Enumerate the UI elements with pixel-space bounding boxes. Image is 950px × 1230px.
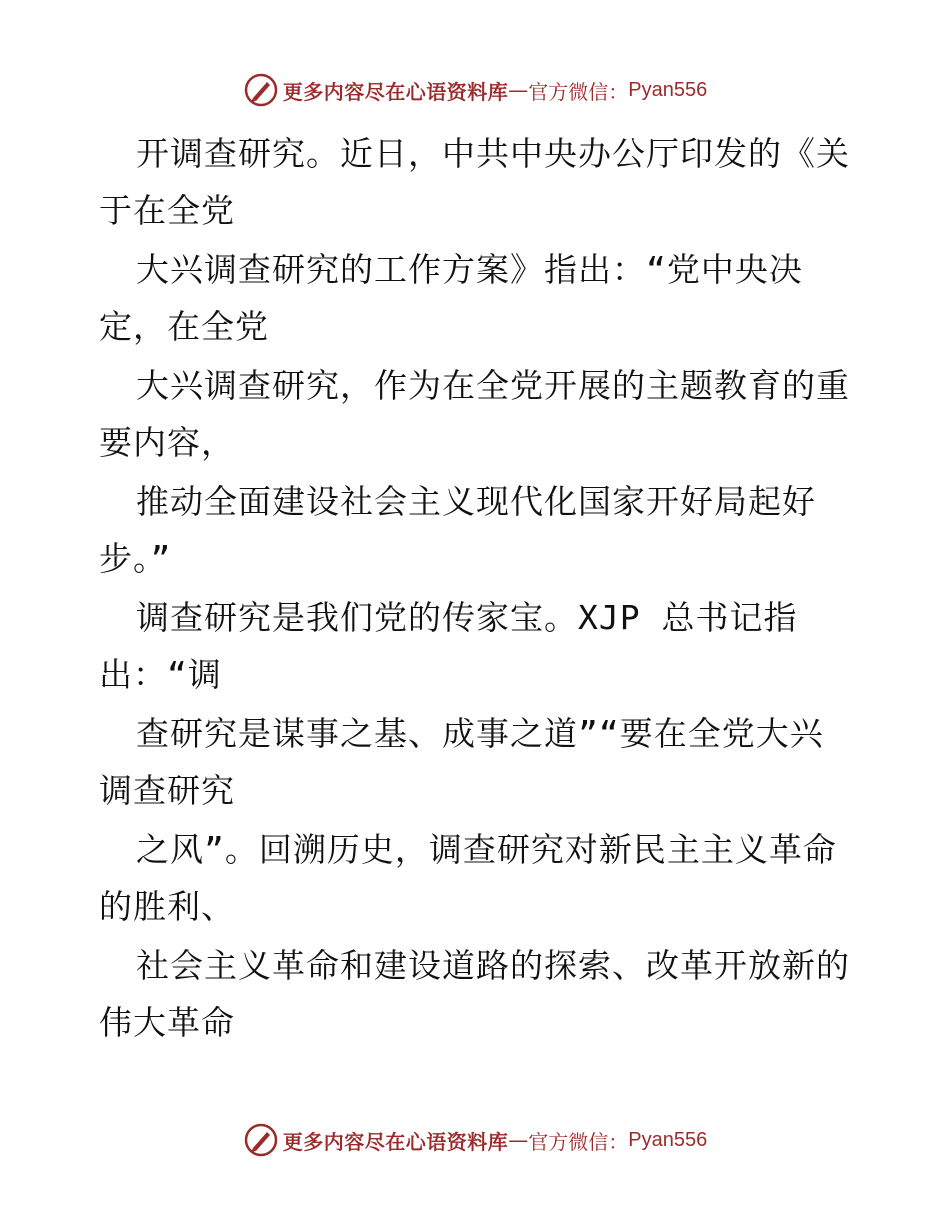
text-line: 调查研究 [99,771,235,810]
header-banner [0,70,950,110]
text-line: 的胜利、 [99,887,235,926]
pen-logo-icon [243,1122,279,1158]
footer-separator: — [508,1128,529,1152]
text-line: 推动全面建设社会主义现代化国家开好局起好 [136,482,816,521]
footer-brand: 更多内容尽在心语资料库 [282,1129,509,1154]
text-line: 大兴调查研究，作为在全党开展的主题教育的重 [136,366,850,405]
text-line: 大兴调查研究的工作方案》指出：“党中央决 [136,250,803,289]
text-line: 步。” [99,539,172,578]
text-line: 查研究是谋事之基、成事之道”“要在全党大兴 [136,714,824,753]
text-line: 要内容， [99,423,235,462]
footer-banner [0,1120,950,1160]
header-brand: 更多内容尽在心语资料库 [282,79,509,104]
header-wechat-id: Pyan556 [628,78,708,101]
text-line: 社会主义革命和建设道路的探索、改革开放新的 [136,946,850,985]
text-line: 定，在全党 [99,307,269,346]
header-separator: — [508,78,529,102]
text-line: 之风”。回溯历史，调查研究对新民主主义革命 [136,830,837,869]
header-wechat-label: 官方微信： [528,79,629,104]
footer-wechat-id: Pyan556 [628,1128,708,1151]
footer-wechat-label: 官方微信： [528,1129,629,1154]
pen-logo-icon [243,72,279,108]
text-line: 伟大革命 [99,1003,235,1042]
text-line: 出：“调 [99,655,222,694]
text-line: 于在全党 [99,191,235,230]
text-line: 开调查研究。近日，中共中央办公厅印发的《关 [136,134,850,173]
text-line: 调查研究是我们党的传家宝。XJP 总书记指 [136,598,798,637]
